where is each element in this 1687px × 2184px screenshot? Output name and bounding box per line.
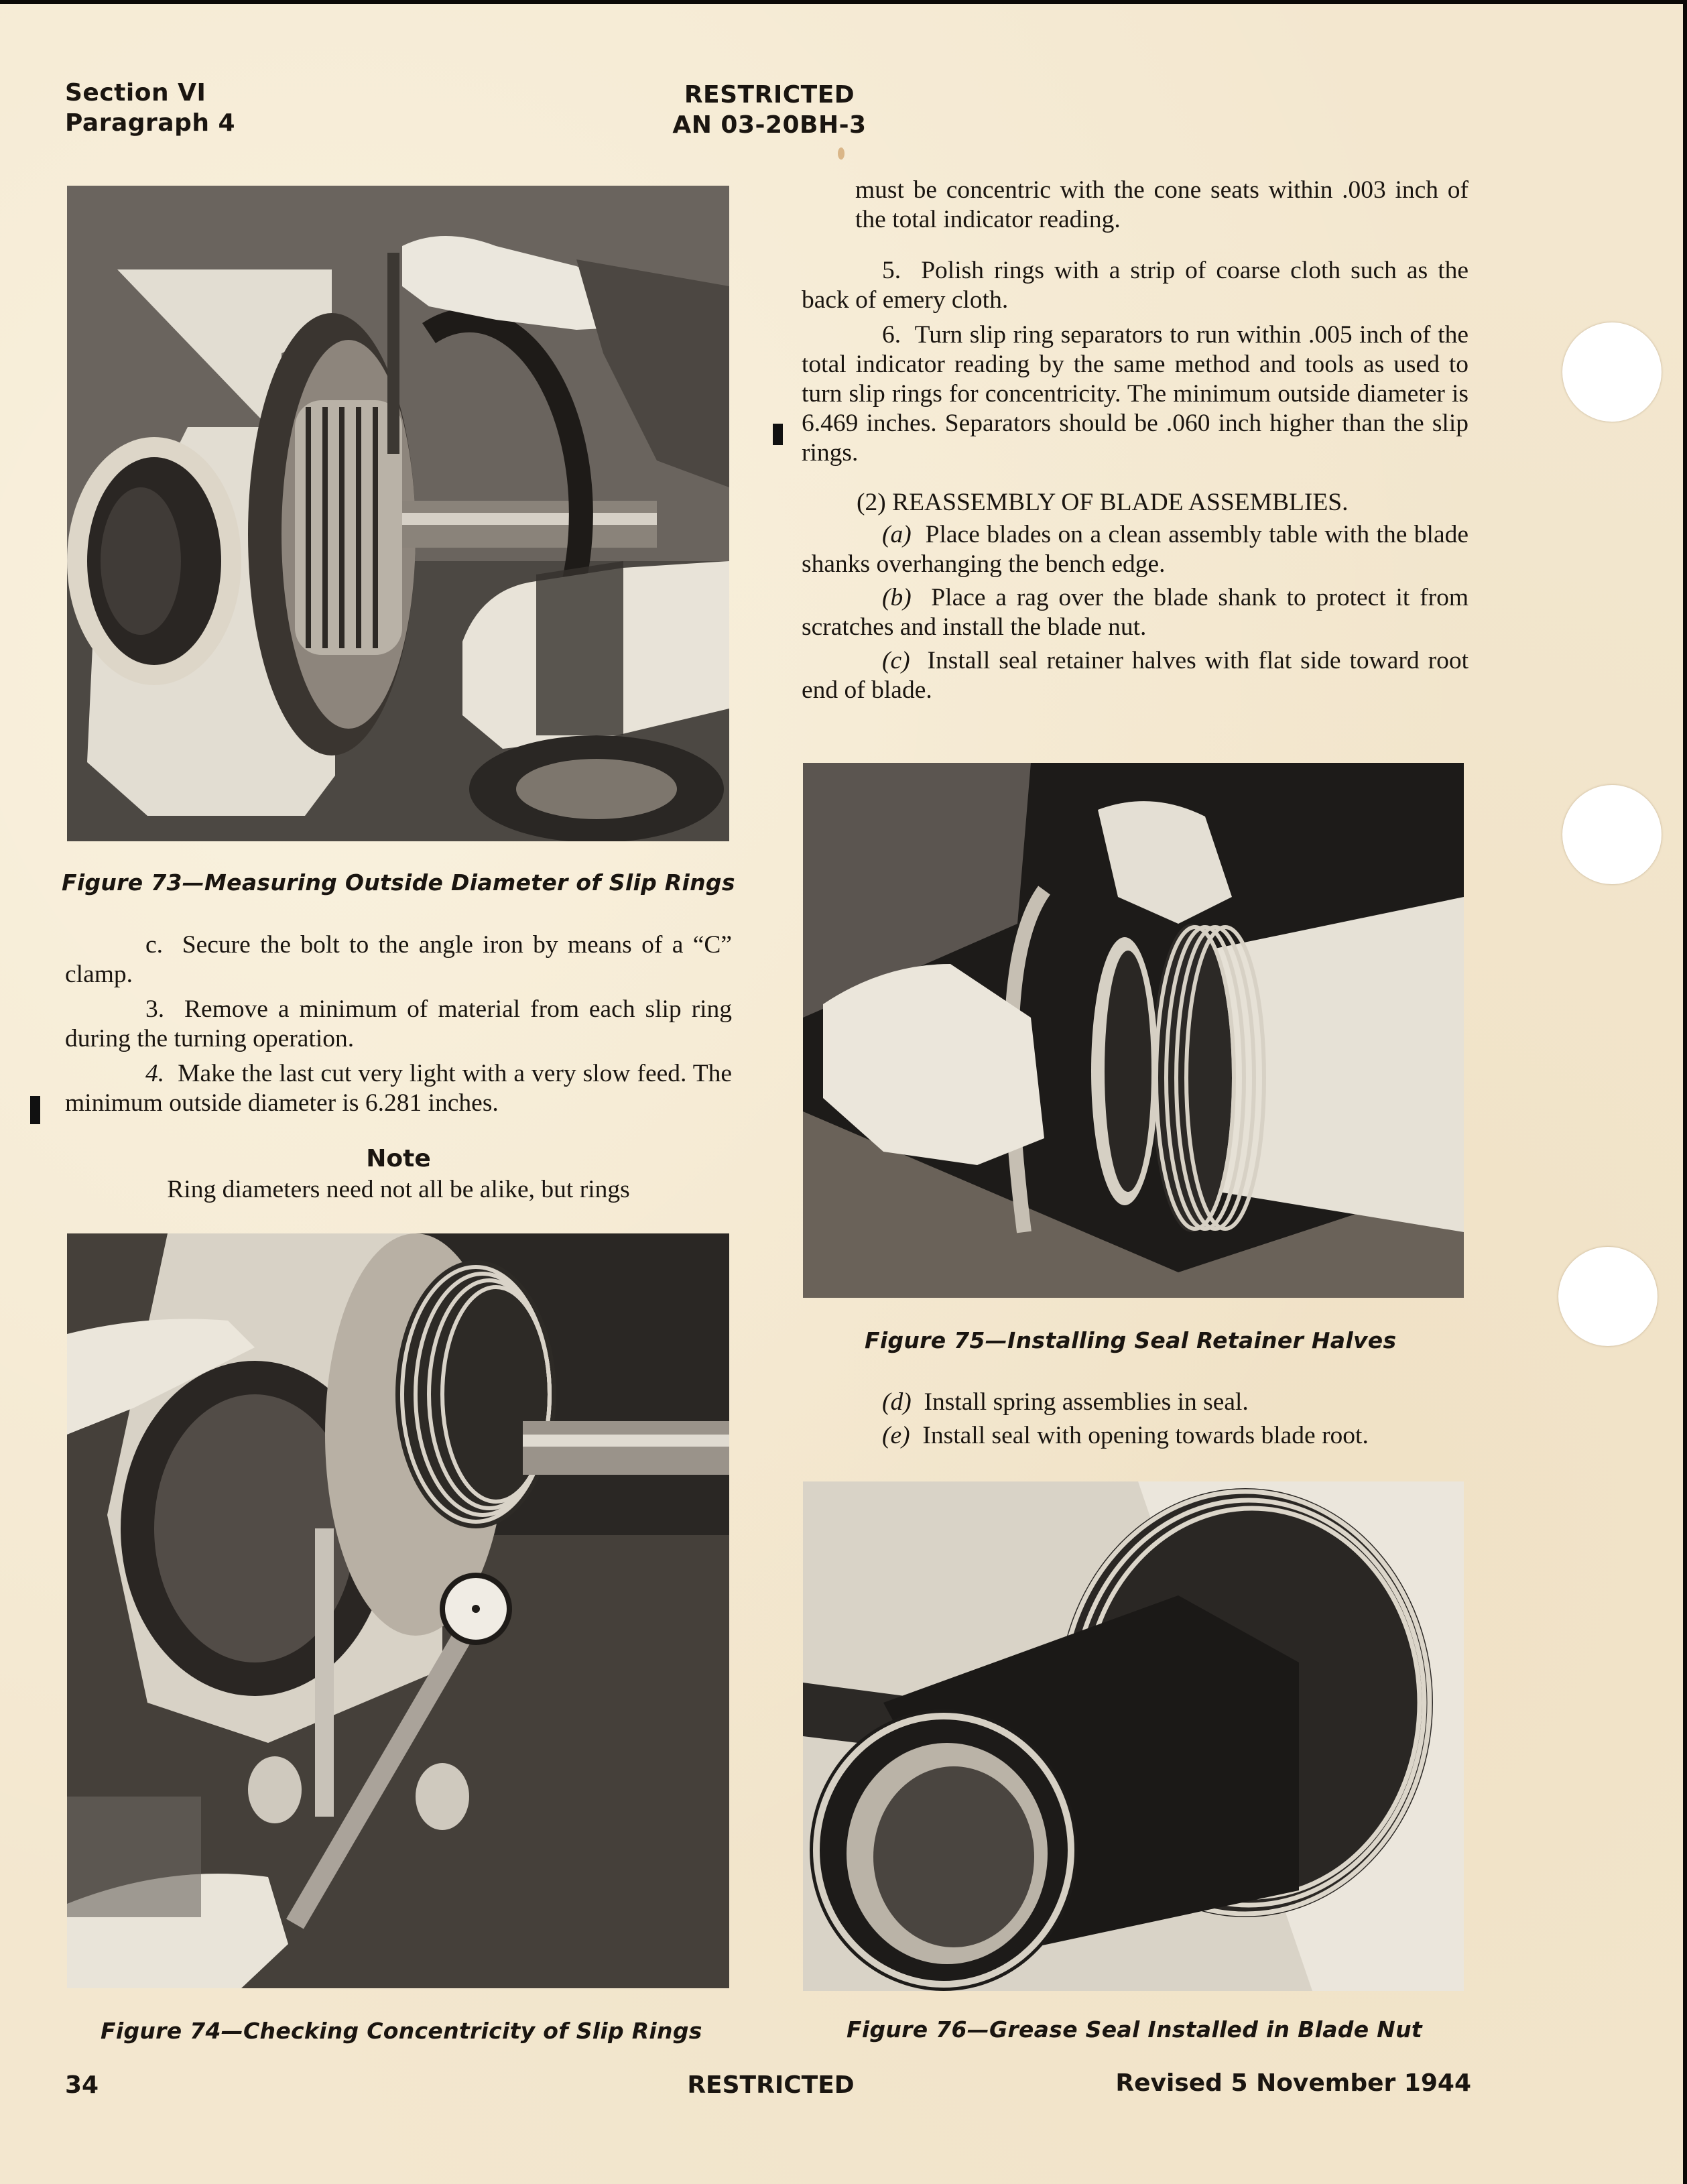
step-text: Turn slip ring separators to run within .005 inch of the total indicator reading by the same method and tools as used to turn slip rings for concentricity. The minimum outside diameter is 6.469 inches. Separators should be .060 inch higher than the slip rings. bbox=[802, 321, 1469, 467]
substep-label: (d) bbox=[882, 1388, 912, 1416]
figure-75-caption: Figure 75—Installing Seal Retainer Halves bbox=[865, 1327, 1397, 1353]
paragraph-label: Paragraph 4 bbox=[65, 109, 236, 137]
figure-74-photo bbox=[67, 1233, 729, 1988]
step-label: c. bbox=[145, 931, 164, 959]
step-3 bbox=[65, 995, 732, 1054]
left-steps bbox=[65, 930, 732, 1118]
figure-75-photo bbox=[803, 763, 1464, 1298]
punch-hole bbox=[1562, 785, 1662, 884]
figure-73-photo bbox=[67, 186, 729, 841]
step-6 bbox=[802, 320, 1469, 468]
slip-ring-measurement-illustration bbox=[67, 186, 729, 841]
substep-e bbox=[802, 1421, 1469, 1451]
change-bar bbox=[773, 424, 783, 445]
header-classification: RESTRICTED bbox=[684, 81, 855, 109]
figure-76-photo bbox=[803, 1481, 1464, 1991]
step-5 bbox=[802, 256, 1469, 315]
substep-text: Install seal with opening towards blade root. bbox=[922, 1422, 1369, 1449]
step-text: Secure the bolt to the angle iron by means of a “C” clamp. bbox=[65, 931, 733, 988]
step-text: Polish rings with a strip of coarse cloth such as the back of emery cloth. bbox=[802, 257, 1469, 314]
step-4 bbox=[65, 1059, 732, 1118]
substep-text: Install spring assemblies in seal. bbox=[924, 1388, 1249, 1416]
substep-c bbox=[802, 646, 1469, 705]
figure-74-caption: Figure 74—Checking Concentricity of Slip Rings bbox=[101, 2018, 702, 2044]
revision-date: Revised 5 November 1944 bbox=[1115, 2069, 1471, 2097]
change-bar bbox=[30, 1096, 40, 1124]
step-c bbox=[65, 930, 732, 989]
scan-edge-right bbox=[1683, 0, 1687, 2184]
right-steps-lower bbox=[802, 1388, 1469, 1451]
note-continued: must be concentric with the cone seats within .003 inch of the total indicator reading. bbox=[855, 176, 1469, 233]
scan-edge-top bbox=[0, 0, 1687, 4]
substep-label: (b) bbox=[882, 584, 912, 611]
doc-number: AN 03-20BH-3 bbox=[672, 111, 867, 139]
substep-text: Place a rag over the blade shank to protect it from scratches and install the blade nut. bbox=[802, 584, 1469, 641]
substep-a bbox=[802, 520, 1469, 579]
concentricity-check-illustration bbox=[67, 1233, 729, 1988]
seal-retainer-illustration bbox=[803, 763, 1464, 1298]
substep-label: (a) bbox=[882, 521, 912, 548]
substep-text: Install seal retainer halves with flat side toward root end of blade. bbox=[802, 647, 1469, 704]
step-text: Remove a minimum of material from each slip ring during the turning operation. bbox=[65, 995, 732, 1052]
punch-hole bbox=[1558, 1247, 1658, 1346]
note-title: Note bbox=[366, 1145, 431, 1172]
step-label: 5. bbox=[882, 257, 901, 284]
grease-seal-illustration bbox=[803, 1481, 1464, 1991]
footer-classification: RESTRICTED bbox=[687, 2071, 855, 2099]
paper-stain bbox=[838, 147, 845, 160]
page-number: 34 bbox=[65, 2071, 99, 2099]
figure-76-caption: Figure 76—Grease Seal Installed in Blade Nut bbox=[847, 2016, 1422, 2043]
substep-label: (c) bbox=[882, 647, 910, 674]
step-label: 3. bbox=[145, 995, 165, 1023]
step-text: Make the last cut very light with a very slow feed. The minimum outside diameter is 6.281 inches. bbox=[65, 1060, 732, 1117]
figure-73-caption: Figure 73—Measuring Outside Diameter of Slip Rings bbox=[62, 869, 735, 896]
substep-d bbox=[802, 1388, 1469, 1417]
note-text: Ring diameters need not all be alike, but rings bbox=[167, 1176, 630, 1203]
section-label: Section VI bbox=[65, 79, 206, 107]
step-label: 6. bbox=[882, 321, 901, 349]
punch-hole bbox=[1562, 322, 1662, 422]
substep-label: (e) bbox=[882, 1422, 910, 1449]
section-heading: (2) REASSEMBLY OF BLADE ASSEMBLIES. bbox=[857, 489, 1349, 516]
right-steps bbox=[802, 176, 1469, 705]
substep-text: Place blades on a clean assembly table with the blade shanks overhanging the bench edge. bbox=[802, 521, 1469, 578]
substep-b bbox=[802, 583, 1469, 642]
step-label: 4. bbox=[145, 1060, 165, 1087]
